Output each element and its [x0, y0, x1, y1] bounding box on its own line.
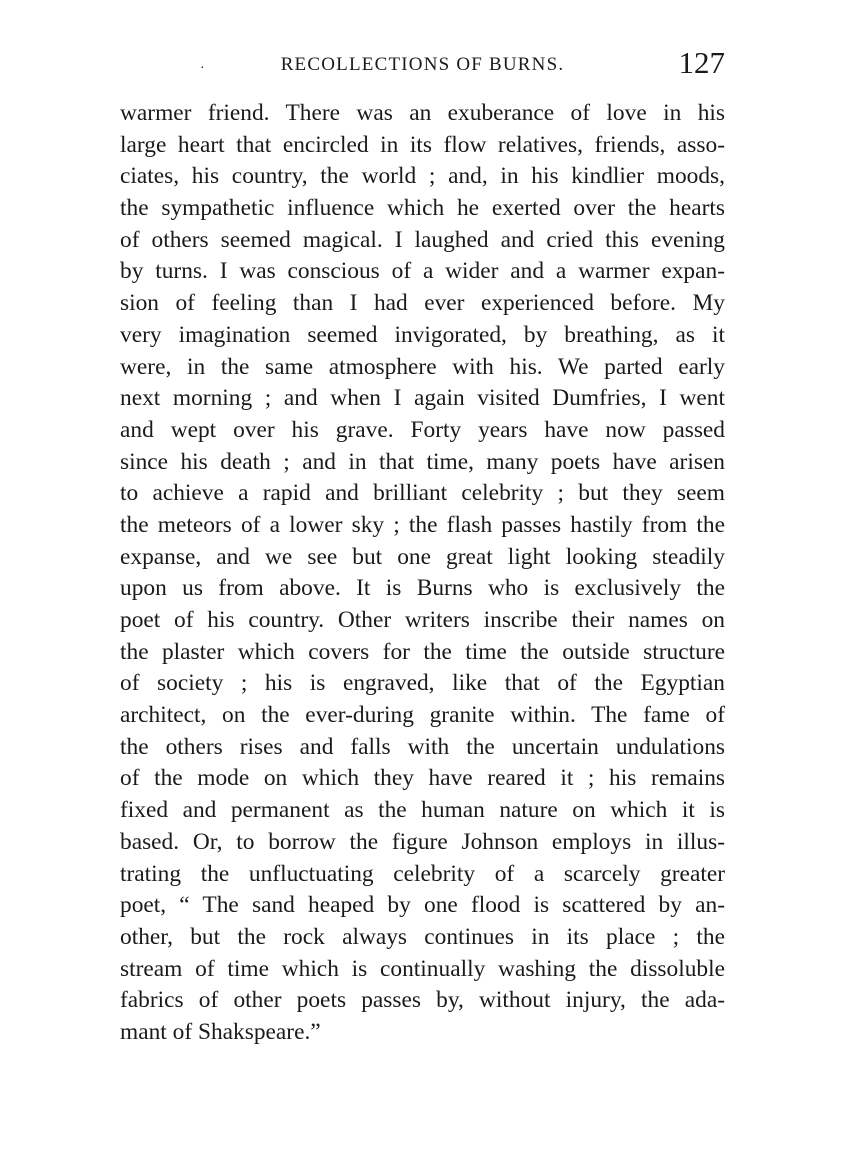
body-text: [120, 98, 725, 1049]
text-line: fixed and permanent as the human nature on which it is: [120, 797, 725, 824]
text-line: other, but the rock always continues in its place ; the: [120, 923, 725, 950]
text-line: of the mode on which they have reared it ; his remains: [120, 765, 725, 792]
text-line: sion of feeling than I had ever experienced before. My: [120, 290, 725, 317]
page-number: 127: [678, 45, 725, 80]
text-line: expanse, and we see but one great light looking steadily: [120, 543, 725, 570]
running-title: RECOLLECTIONS OF BURNS.: [280, 54, 565, 75]
text-line: poet of his country. Other writers inscribe their names on: [120, 607, 725, 633]
text-line: ciates, his country, the world ; and, in his kindlier moods,: [120, 163, 725, 190]
running-head: [120, 44, 725, 84]
text-line: stream of time which is continually washing the dissoluble: [120, 955, 725, 982]
text-line: large heart that encircled in its flow relatives, friends, asso-: [120, 131, 725, 158]
text-line: trating the unfluctuating celebrity of a scarcely greater: [120, 860, 725, 887]
text-line: next morning ; and when I again visited Dumfries, I went: [120, 385, 725, 412]
text-line: the others rises and falls with the uncertain undulations: [120, 733, 725, 760]
text-line: mant of Shakspeare.”: [120, 1018, 321, 1045]
text-line: to achieve a rapid and brilliant celebrity ; but they seem: [120, 480, 725, 507]
text-line: the sympathetic influence which he exerted over the hearts: [120, 195, 725, 222]
text-line: very imagination seemed invigorated, by breathing, as it: [120, 321, 725, 348]
text-line: fabrics of other poets passes by, without injury, the ada-: [120, 987, 725, 1014]
text-line: the plaster which covers for the time the outside structure: [120, 638, 725, 665]
text-line: the meteors of a lower sky ; the flash passes hastily from the: [120, 511, 725, 538]
text-line: upon us from above. It is Burns who is exclusively the: [120, 575, 725, 602]
text-line: of others seemed magical. I laughed and cried this evening: [120, 226, 725, 253]
text-line: architect, on the ever-during granite within. The fame of: [120, 702, 725, 729]
text-line: warmer friend. There was an exuberance of love in his: [120, 100, 725, 126]
text-line: and wept over his grave. Forty years have now passed: [120, 416, 725, 443]
text-line: poet, “ The sand heaped by one flood is scattered by an-: [120, 892, 725, 919]
text-line: by turns. I was conscious of a wider and a warmer expan-: [120, 258, 725, 285]
text-line: of society ; his is engraved, like that of the Egyptian: [120, 670, 725, 697]
text-line: based. Or, to borrow the figure Johnson employs in illus-: [120, 828, 725, 855]
text-line: since his death ; and in that time, many poets have arisen: [120, 448, 725, 475]
text-line: were, in the same atmosphere with his. We parted early: [120, 353, 725, 380]
header-dot: ·: [200, 61, 205, 76]
